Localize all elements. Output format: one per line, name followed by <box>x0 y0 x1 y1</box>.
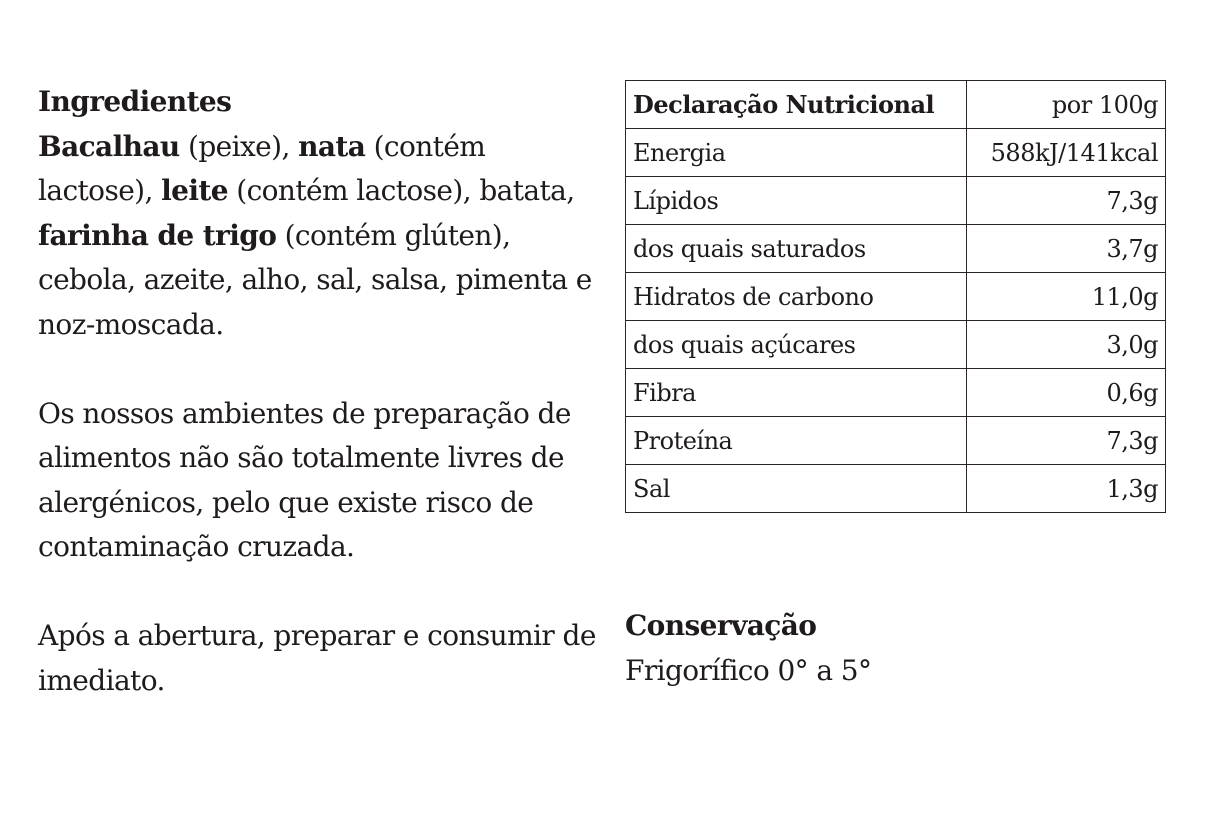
conservation-block <box>625 604 871 693</box>
left-column <box>38 80 598 703</box>
ingredients-list <box>38 125 598 348</box>
nutrition-row <box>626 177 1166 225</box>
nutrient-value: 1,3g <box>967 465 1166 513</box>
conservation-heading: Conservação <box>625 609 817 642</box>
nutrition-row <box>626 129 1166 177</box>
nutrition-per: por 100g <box>967 81 1166 129</box>
ingredient-part: (peixe), <box>179 129 299 163</box>
ingredients-heading: Ingredientes <box>38 85 232 118</box>
nutrient-name: Fibra <box>626 369 967 417</box>
ingredient-part: (contém lactose), batata, <box>227 174 575 207</box>
nutrient-name: Sal <box>626 465 967 513</box>
ingredient-part: Bacalhau <box>38 129 180 163</box>
nutrient-name: dos quais saturados <box>626 225 967 273</box>
nutrient-name: Energia <box>626 129 967 177</box>
nutrient-value: 7,3g <box>967 417 1166 465</box>
nutrient-value: 588kJ/141kcal <box>967 129 1166 177</box>
nutrition-row <box>626 417 1166 465</box>
nutrient-value: 3,7g <box>967 225 1166 273</box>
nutrient-value: 11,0g <box>967 273 1166 321</box>
nutrition-header-row <box>626 81 1166 129</box>
ingredient-part: nata <box>298 129 366 163</box>
ingredient-part: (contém glúten), cebola, azeite, alho, sal, salsa, pimenta e noz-moscada. <box>38 218 592 341</box>
nutrition-row <box>626 465 1166 513</box>
opening-notice: Após a abertura, preparar e consumir de imediato. <box>38 619 596 697</box>
nutrient-name: Proteína <box>626 417 967 465</box>
nutrient-value: 7,3g <box>967 177 1166 225</box>
nutrition-row <box>626 321 1166 369</box>
nutrient-name: Hidratos de carbono <box>626 273 967 321</box>
nutrition-row <box>626 225 1166 273</box>
nutrient-name: Lípidos <box>626 177 967 225</box>
nutrition-table <box>625 80 1166 513</box>
nutrition-row <box>626 273 1166 321</box>
nutrient-name: dos quais açúcares <box>626 321 967 369</box>
conservation-text: Frigorífico 0° a 5° <box>625 653 872 687</box>
allergen-notice: Os nossos ambientes de preparação de alimentos não são totalmente livres de alergénicos, pelo que existe risco de contaminação cruzada. <box>38 396 571 563</box>
nutrition-row <box>626 369 1166 417</box>
ingredient-part: leite <box>161 174 228 207</box>
ingredient-part: farinha de trigo <box>38 218 277 252</box>
ingredient-part: (contém lactose), <box>38 129 486 207</box>
nutrient-value: 3,0g <box>967 321 1166 369</box>
nutrition-title: Declaração Nutricional <box>626 81 967 129</box>
nutrient-value: 0,6g <box>967 369 1166 417</box>
